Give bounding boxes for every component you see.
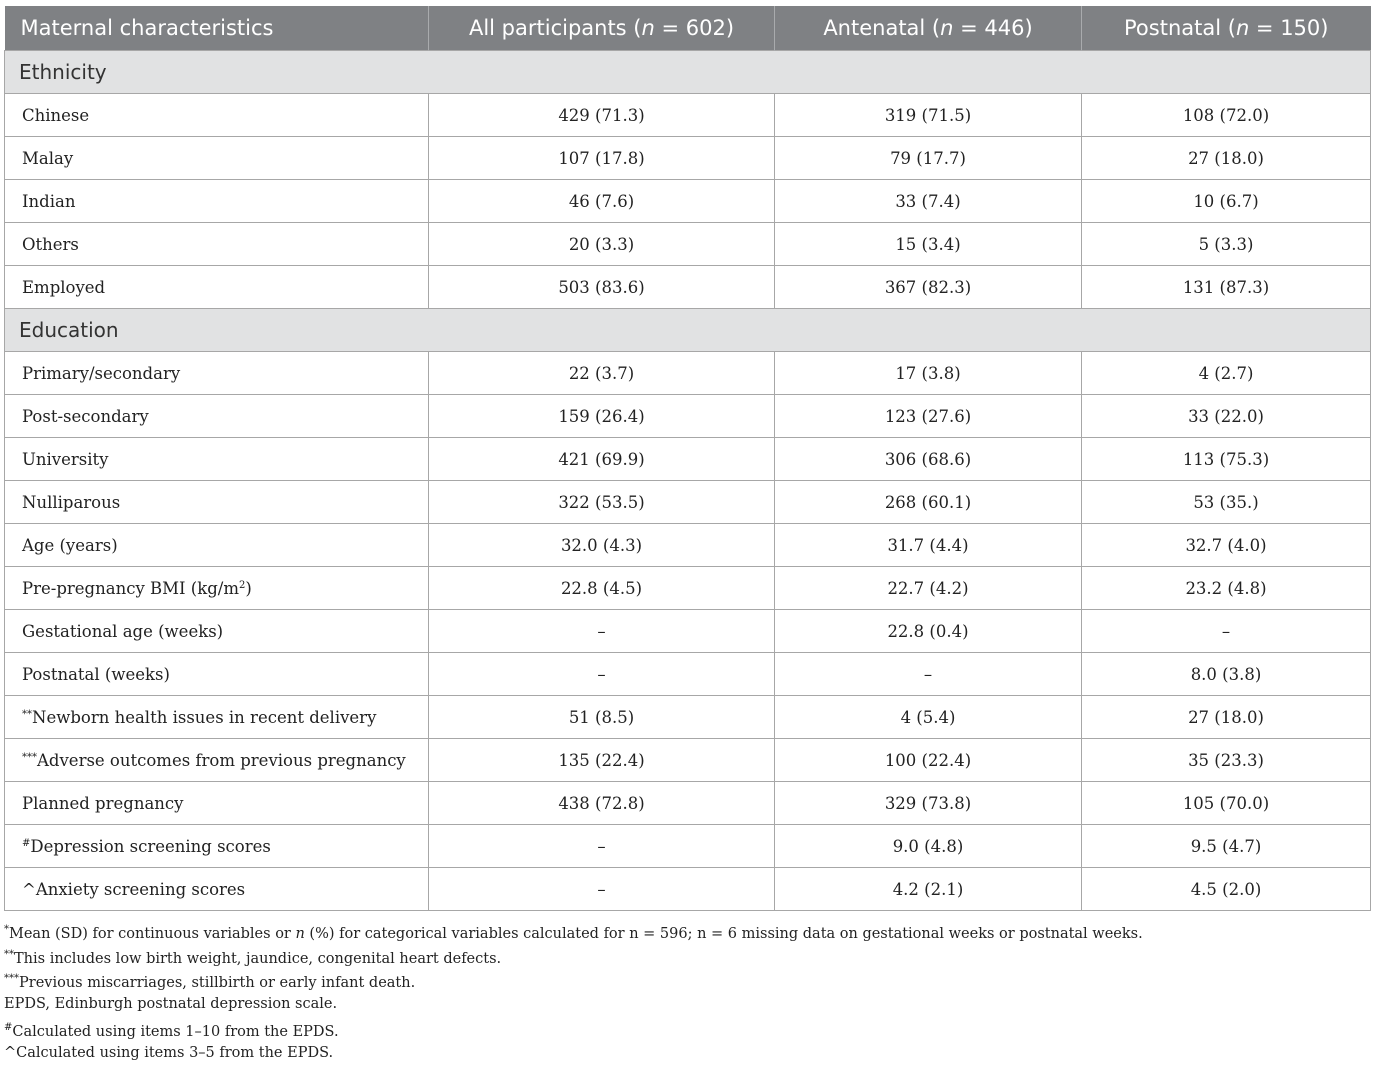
cell-antenatal: 15 (3.4) <box>775 223 1082 266</box>
table-footnotes <box>4 918 1370 1066</box>
cell-antenatal: 22.7 (4.2) <box>775 567 1082 610</box>
cell-all: 20 (3.3) <box>429 223 775 266</box>
table-row <box>5 266 1371 309</box>
cell-antenatal: 367 (82.3) <box>775 266 1082 309</box>
cell-antenatal: 329 (73.8) <box>775 782 1082 825</box>
header-maternal-characteristics: Maternal characteristics <box>5 6 429 51</box>
cell-postnatal: 5 (3.3) <box>1082 223 1371 266</box>
cell-antenatal: 100 (22.4) <box>775 739 1082 782</box>
table-row <box>5 524 1371 567</box>
footnote-depression: #Calculated using items 1–10 from the EPDS. <box>4 1022 339 1041</box>
table-row <box>5 782 1371 825</box>
table-row <box>5 94 1371 137</box>
row-label: Nulliparous <box>5 481 429 524</box>
cell-antenatal: 4.2 (2.1) <box>775 868 1082 911</box>
cell-all: 32.0 (4.3) <box>429 524 775 567</box>
row-label: Post-secondary <box>5 395 429 438</box>
footnote-adverse-outcomes: ***Previous miscarriages, stillbirth or early infant death. <box>4 973 416 992</box>
table-row <box>5 825 1371 868</box>
cell-postnatal: 131 (87.3) <box>1082 266 1371 309</box>
row-label: ***Adverse outcomes from previous pregnancy <box>5 739 429 782</box>
row-label: **Newborn health issues in recent delivery <box>5 696 429 739</box>
table-row <box>5 567 1371 610</box>
cell-all: 22 (3.7) <box>429 352 775 395</box>
row-label: Malay <box>5 137 429 180</box>
cell-all: 51 (8.5) <box>429 696 775 739</box>
header-postnatal: Postnatal (n = 150) <box>1082 6 1371 51</box>
cell-all: – <box>429 868 775 911</box>
cell-antenatal: 123 (27.6) <box>775 395 1082 438</box>
table-row <box>5 653 1371 696</box>
cell-postnatal: 53 (35.) <box>1082 481 1371 524</box>
table-row <box>5 696 1371 739</box>
header-all-participants: All participants (n = 602) <box>429 6 775 51</box>
cell-postnatal: 105 (70.0) <box>1082 782 1371 825</box>
cell-antenatal: 306 (68.6) <box>775 438 1082 481</box>
row-label: Chinese <box>5 94 429 137</box>
cell-postnatal: 8.0 (3.8) <box>1082 653 1371 696</box>
cell-postnatal: 27 (18.0) <box>1082 696 1371 739</box>
row-label: Gestational age (weeks) <box>5 610 429 653</box>
cell-antenatal: 319 (71.5) <box>775 94 1082 137</box>
characteristics-table-container <box>4 6 1370 911</box>
table-row <box>5 481 1371 524</box>
cell-postnatal: 4 (2.7) <box>1082 352 1371 395</box>
cell-antenatal: 268 (60.1) <box>775 481 1082 524</box>
table-row <box>5 137 1371 180</box>
cell-antenatal: 33 (7.4) <box>775 180 1082 223</box>
cell-all: 107 (17.8) <box>429 137 775 180</box>
table-row <box>5 868 1371 911</box>
table-header <box>5 6 1371 51</box>
cell-all: 159 (26.4) <box>429 395 775 438</box>
characteristics-table <box>4 6 1371 911</box>
cell-postnatal: 10 (6.7) <box>1082 180 1371 223</box>
cell-postnatal: 113 (75.3) <box>1082 438 1371 481</box>
row-label: Others <box>5 223 429 266</box>
table-row <box>5 438 1371 481</box>
row-label: Pre-pregnancy BMI $(kg/m^2)$ <box>5 567 429 610</box>
table-row <box>5 352 1371 395</box>
section-row-ethnicity <box>5 51 1371 94</box>
cell-postnatal: 32.7 (4.0) <box>1082 524 1371 567</box>
footnote-mean-sd: *Mean (SD) for continuous variables or n (%) for categorical variables calculated for n = 596; n = 6 missing data on gestational weeks or postnatal weeks. <box>4 924 1143 942</box>
cell-all: 438 (72.8) <box>429 782 775 825</box>
cell-antenatal: 31.7 (4.4) <box>775 524 1082 567</box>
row-label: University <box>5 438 429 481</box>
cell-all: – <box>429 825 775 868</box>
cell-all: – <box>429 610 775 653</box>
cell-postnatal: 108 (72.0) <box>1082 94 1371 137</box>
row-label: #Depression screening scores <box>5 825 429 868</box>
table-body <box>5 51 1371 911</box>
cell-antenatal: 17 (3.8) <box>775 352 1082 395</box>
cell-antenatal: 22.8 (0.4) <box>775 610 1082 653</box>
cell-postnatal: 4.5 (2.0) <box>1082 868 1371 911</box>
cell-postnatal: 33 (22.0) <box>1082 395 1371 438</box>
cell-antenatal: – <box>775 653 1082 696</box>
section-row-education <box>5 309 1371 352</box>
table-row <box>5 610 1371 653</box>
row-label: Postnatal (weeks) <box>5 653 429 696</box>
row-label: Planned pregnancy <box>5 782 429 825</box>
section-label-education: Education <box>5 309 1371 352</box>
section-label-ethnicity: Ethnicity <box>5 51 1371 94</box>
cell-antenatal: 9.0 (4.8) <box>775 825 1082 868</box>
table-row <box>5 223 1371 266</box>
table-row <box>5 395 1371 438</box>
cell-postnatal: – <box>1082 610 1371 653</box>
cell-all: 46 (7.6) <box>429 180 775 223</box>
footnote-newborn-health: **This includes low birth weight, jaundice, congenital heart defects. <box>4 948 502 967</box>
footnote-anxiety: ^Calculated using items 3–5 from the EPDS. <box>4 1044 334 1061</box>
cell-all: 322 (53.5) <box>429 481 775 524</box>
cell-all: 22.8 (4.5) <box>429 567 775 610</box>
cell-postnatal: 23.2 (4.8) <box>1082 567 1371 610</box>
row-label: Primary/secondary <box>5 352 429 395</box>
cell-all: 421 (69.9) <box>429 438 775 481</box>
table-row <box>5 739 1371 782</box>
cell-postnatal: 9.5 (4.7) <box>1082 825 1371 868</box>
header-row <box>5 6 1371 51</box>
cell-antenatal: 4 (5.4) <box>775 696 1082 739</box>
row-label: Age (years) <box>5 524 429 567</box>
cell-antenatal: 79 (17.7) <box>775 137 1082 180</box>
row-label: ^Anxiety screening scores <box>5 868 429 911</box>
cell-all: – <box>429 653 775 696</box>
cell-all: 503 (83.6) <box>429 266 775 309</box>
cell-all: 135 (22.4) <box>429 739 775 782</box>
header-antenatal: Antenatal (n = 446) <box>775 6 1082 51</box>
cell-postnatal: 27 (18.0) <box>1082 137 1371 180</box>
footnote-epds: EPDS, Edinburgh postnatal depression scale. <box>4 995 338 1012</box>
cell-postnatal: 35 (23.3) <box>1082 739 1371 782</box>
table-row <box>5 180 1371 223</box>
row-label: Indian <box>5 180 429 223</box>
cell-all: 429 (71.3) <box>429 94 775 137</box>
row-label: Employed <box>5 266 429 309</box>
